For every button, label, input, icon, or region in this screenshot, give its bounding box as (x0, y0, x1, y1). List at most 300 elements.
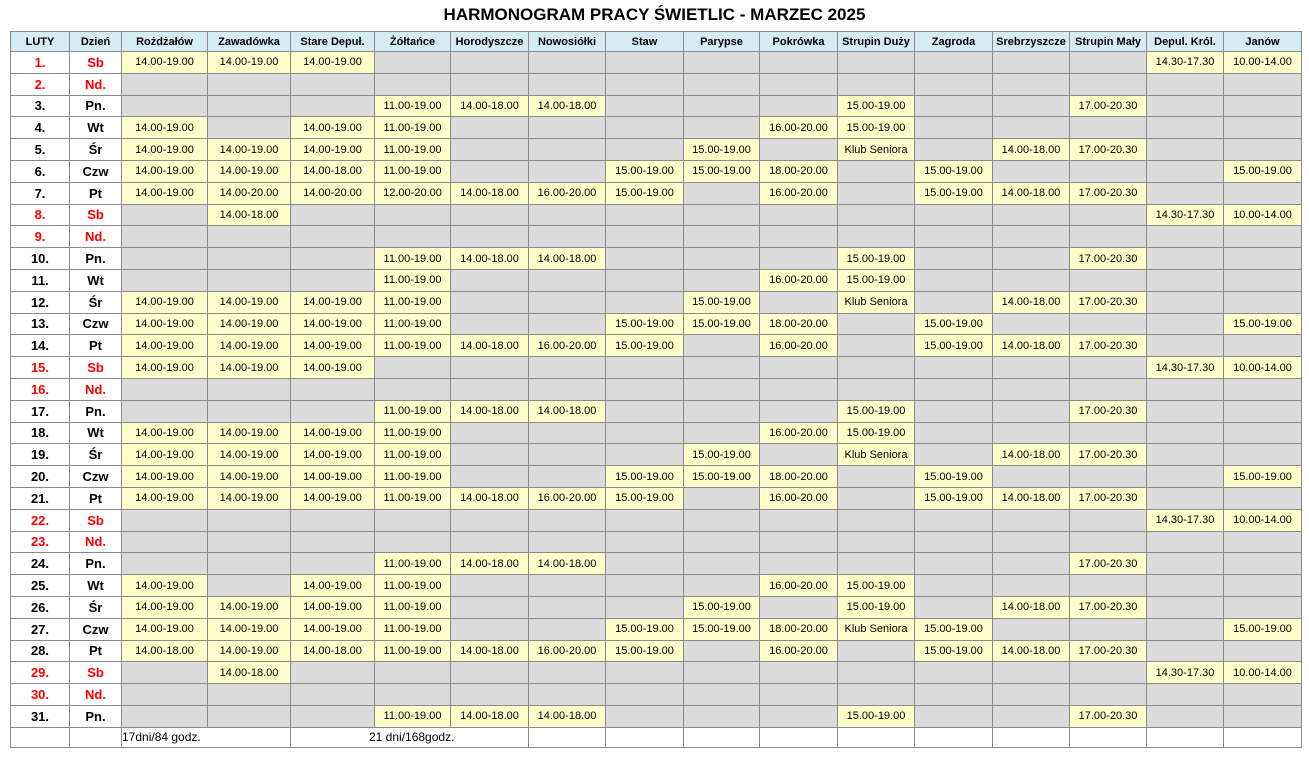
schedule-cell: 15.00-19.00 (838, 422, 915, 444)
footer-summary-1: 17dni/84 godz. (122, 727, 291, 747)
schedule-cell: 14.00-19.00 (208, 291, 291, 313)
schedule-cell (208, 400, 291, 422)
footer-empty (529, 727, 606, 747)
schedule-cell (529, 313, 606, 335)
schedule-cell: 18.00-20.00 (760, 466, 838, 488)
schedule-cell: 11.00-19.00 (375, 705, 451, 727)
schedule-cell (451, 444, 529, 466)
schedule-cell: 17.00-20.30 (1070, 596, 1147, 618)
schedule-cell (838, 684, 915, 706)
schedule-cell (915, 400, 993, 422)
schedule-cell (993, 378, 1070, 400)
date-cell: 10. (11, 248, 70, 270)
schedule-cell (1224, 444, 1302, 466)
schedule-cell: 15.00-19.00 (915, 487, 993, 509)
schedule-cell (915, 95, 993, 117)
schedule-cell (993, 705, 1070, 727)
schedule-cell: 14.00-20.00 (208, 182, 291, 204)
schedule-cell: 14.00-19.00 (122, 182, 208, 204)
date-cell: 9. (11, 226, 70, 248)
schedule-cell: 15.00-19.00 (915, 618, 993, 640)
schedule-cell: 15.00-19.00 (838, 596, 915, 618)
schedule-cell (993, 684, 1070, 706)
schedule-cell: 16.00-20.00 (760, 335, 838, 357)
schedule-cell: 14.00-18.00 (291, 160, 375, 182)
schedule-cell (838, 335, 915, 357)
day-cell: Pn. (70, 400, 122, 422)
schedule-cell (1147, 596, 1224, 618)
date-cell: 7. (11, 182, 70, 204)
schedule-cell: 11.00-19.00 (375, 422, 451, 444)
schedule-cell (208, 378, 291, 400)
schedule-cell: 15.00-19.00 (915, 335, 993, 357)
schedule-cell: 14.00-18.00 (993, 444, 1070, 466)
schedule-cell: 14.00-19.00 (291, 335, 375, 357)
schedule-cell (1147, 335, 1224, 357)
schedule-cell (993, 531, 1070, 553)
schedule-cell (606, 291, 684, 313)
date-cell: 18. (11, 422, 70, 444)
schedule-cell: 14.00-18.00 (993, 640, 1070, 662)
schedule-cell (451, 357, 529, 379)
schedule-cell: 14.00-18.00 (451, 182, 529, 204)
day-cell: Pn. (70, 705, 122, 727)
schedule-cell (529, 139, 606, 161)
schedule-cell (993, 509, 1070, 531)
schedule-cell (529, 509, 606, 531)
day-cell: Śr (70, 139, 122, 161)
schedule-cell: 14.00-18.00 (529, 95, 606, 117)
schedule-cell: 14.00-18.00 (529, 705, 606, 727)
schedule-cell (606, 73, 684, 95)
schedule-cell (993, 226, 1070, 248)
schedule-cell (1070, 531, 1147, 553)
schedule-cell (451, 422, 529, 444)
schedule-cell (1147, 378, 1224, 400)
schedule-cell (838, 662, 915, 684)
schedule-cell: 14.00-19.00 (122, 160, 208, 182)
schedule-cell (838, 204, 915, 226)
schedule-cell (993, 313, 1070, 335)
schedule-cell (606, 444, 684, 466)
schedule-cell (375, 509, 451, 531)
table-row (11, 204, 1302, 226)
schedule-cell (838, 226, 915, 248)
schedule-cell (993, 575, 1070, 597)
schedule-cell: 16.00-20.00 (760, 182, 838, 204)
schedule-cell (684, 335, 760, 357)
schedule-cell (122, 248, 208, 270)
schedule-cell (529, 444, 606, 466)
schedule-cell: 15.00-19.00 (606, 618, 684, 640)
schedule-cell (993, 117, 1070, 139)
schedule-cell (993, 204, 1070, 226)
schedule-cell (606, 95, 684, 117)
schedule-cell (684, 509, 760, 531)
table-row (11, 335, 1302, 357)
schedule-cell (375, 204, 451, 226)
schedule-cell (606, 378, 684, 400)
header-row (11, 32, 1302, 52)
schedule-cell (915, 204, 993, 226)
header-location: Zawadówka (208, 32, 291, 52)
schedule-cell (684, 422, 760, 444)
schedule-cell (1147, 160, 1224, 182)
schedule-cell (451, 509, 529, 531)
schedule-cell (122, 705, 208, 727)
schedule-cell (1147, 182, 1224, 204)
schedule-cell (1224, 640, 1302, 662)
schedule-cell (606, 662, 684, 684)
table-row (11, 662, 1302, 684)
schedule-cell (993, 662, 1070, 684)
schedule-cell: 15.00-19.00 (915, 160, 993, 182)
schedule-cell (1070, 226, 1147, 248)
date-cell: 30. (11, 684, 70, 706)
schedule-cell: 10.00-14.00 (1224, 52, 1302, 74)
schedule-cell: 11.00-19.00 (375, 95, 451, 117)
day-cell: Pn. (70, 553, 122, 575)
schedule-cell (684, 400, 760, 422)
schedule-cell: 14.00-19.00 (208, 139, 291, 161)
day-cell: Czw (70, 466, 122, 488)
schedule-cell: 10.00-14.00 (1224, 509, 1302, 531)
schedule-cell: 11.00-19.00 (375, 160, 451, 182)
schedule-cell: 11.00-19.00 (375, 553, 451, 575)
table-row (11, 95, 1302, 117)
schedule-cell (684, 117, 760, 139)
day-cell: Wt (70, 422, 122, 444)
schedule-cell: 15.00-19.00 (684, 313, 760, 335)
footer-empty (993, 727, 1070, 747)
schedule-cell (1224, 487, 1302, 509)
schedule-cell (208, 269, 291, 291)
schedule-cell (760, 357, 838, 379)
schedule-cell (122, 95, 208, 117)
schedule-cell: 14.30-17.30 (1147, 662, 1224, 684)
schedule-cell (1224, 705, 1302, 727)
schedule-cell (1147, 73, 1224, 95)
schedule-cell: 14.00-19.00 (122, 52, 208, 74)
schedule-cell (529, 684, 606, 706)
schedule-cell (122, 204, 208, 226)
schedule-cell (684, 73, 760, 95)
schedule-cell (451, 204, 529, 226)
schedule-cell (1070, 378, 1147, 400)
schedule-cell (1147, 117, 1224, 139)
date-cell: 15. (11, 357, 70, 379)
schedule-body (11, 52, 1302, 748)
schedule-cell (838, 313, 915, 335)
day-cell: Sb (70, 509, 122, 531)
table-row (11, 466, 1302, 488)
schedule-cell (291, 378, 375, 400)
schedule-cell (291, 662, 375, 684)
schedule-cell: Klub Seniora (838, 291, 915, 313)
day-cell: Śr (70, 291, 122, 313)
schedule-cell: 14.00-18.00 (529, 248, 606, 270)
schedule-cell (838, 182, 915, 204)
footer-empty (1070, 727, 1147, 747)
schedule-cell (208, 684, 291, 706)
schedule-cell: 15.00-19.00 (606, 487, 684, 509)
schedule-cell (606, 575, 684, 597)
schedule-cell (838, 73, 915, 95)
date-cell: 4. (11, 117, 70, 139)
schedule-cell (1147, 422, 1224, 444)
schedule-cell: 11.00-19.00 (375, 291, 451, 313)
schedule-cell: 10.00-14.00 (1224, 662, 1302, 684)
table-row (11, 160, 1302, 182)
schedule-cell (291, 95, 375, 117)
schedule-cell: 11.00-19.00 (375, 117, 451, 139)
schedule-cell (760, 684, 838, 706)
schedule-cell (606, 117, 684, 139)
schedule-cell: 11.00-19.00 (375, 139, 451, 161)
header-location: Rożdżałów (122, 32, 208, 52)
schedule-cell: 15.00-19.00 (684, 444, 760, 466)
schedule-cell: 14.00-19.00 (122, 596, 208, 618)
schedule-cell: 11.00-19.00 (375, 313, 451, 335)
schedule-cell (529, 575, 606, 597)
schedule-cell (1147, 618, 1224, 640)
schedule-cell (915, 248, 993, 270)
schedule-cell (760, 226, 838, 248)
schedule-cell (529, 226, 606, 248)
schedule-cell (606, 204, 684, 226)
schedule-cell (760, 509, 838, 531)
date-cell: 2. (11, 73, 70, 95)
table-row (11, 705, 1302, 727)
schedule-cell: 15.00-19.00 (606, 182, 684, 204)
schedule-cell (375, 531, 451, 553)
schedule-cell: 15.00-19.00 (915, 640, 993, 662)
schedule-cell (1224, 400, 1302, 422)
header-location: Janów (1224, 32, 1302, 52)
schedule-cell (291, 73, 375, 95)
schedule-cell (915, 662, 993, 684)
header-location: Zagroda (915, 32, 993, 52)
schedule-cell: 14.00-18.00 (993, 335, 1070, 357)
schedule-cell: 14.00-18.00 (451, 553, 529, 575)
date-cell: 28. (11, 640, 70, 662)
schedule-cell (1224, 335, 1302, 357)
schedule-cell: 14.00-19.00 (291, 52, 375, 74)
schedule-cell: 14.00-19.00 (122, 139, 208, 161)
schedule-cell: 14.00-19.00 (208, 466, 291, 488)
schedule-cell: 15.00-19.00 (1224, 160, 1302, 182)
schedule-cell (684, 95, 760, 117)
schedule-cell: 15.00-19.00 (838, 117, 915, 139)
schedule-cell: 15.00-19.00 (838, 705, 915, 727)
header-location: Nowosiółki (529, 32, 606, 52)
schedule-cell (451, 466, 529, 488)
table-row (11, 182, 1302, 204)
schedule-cell: 14.00-19.00 (208, 335, 291, 357)
day-cell: Wt (70, 117, 122, 139)
schedule-cell (760, 73, 838, 95)
day-cell: Czw (70, 618, 122, 640)
schedule-cell (1070, 117, 1147, 139)
schedule-cell (375, 73, 451, 95)
schedule-cell: 14.00-19.00 (208, 422, 291, 444)
schedule-cell (529, 160, 606, 182)
schedule-cell (1224, 378, 1302, 400)
schedule-cell (529, 204, 606, 226)
schedule-cell: 16.00-20.00 (760, 117, 838, 139)
table-row (11, 640, 1302, 662)
schedule-cell (606, 139, 684, 161)
schedule-cell (1224, 73, 1302, 95)
schedule-cell (915, 291, 993, 313)
schedule-cell (529, 73, 606, 95)
schedule-cell: 15.00-19.00 (606, 160, 684, 182)
schedule-cell (451, 291, 529, 313)
schedule-cell (1070, 313, 1147, 335)
date-cell: 1. (11, 52, 70, 74)
schedule-cell (1070, 575, 1147, 597)
table-row (11, 313, 1302, 335)
schedule-cell (208, 553, 291, 575)
schedule-cell (208, 575, 291, 597)
footer-empty (606, 727, 684, 747)
schedule-cell (1070, 204, 1147, 226)
day-cell: Nd. (70, 531, 122, 553)
schedule-cell (838, 531, 915, 553)
schedule-cell (993, 269, 1070, 291)
table-row (11, 575, 1302, 597)
schedule-cell: 14.00-19.00 (291, 357, 375, 379)
schedule-cell (291, 705, 375, 727)
page-title: HARMONOGRAM PRACY ŚWIETLIC - MARZEC 2025 (443, 5, 866, 24)
table-row (11, 444, 1302, 466)
schedule-cell (993, 73, 1070, 95)
schedule-cell (208, 248, 291, 270)
schedule-cell (291, 553, 375, 575)
date-cell: 14. (11, 335, 70, 357)
schedule-cell (838, 466, 915, 488)
table-row (11, 422, 1302, 444)
schedule-cell (760, 291, 838, 313)
schedule-cell (291, 204, 375, 226)
date-cell: 26. (11, 596, 70, 618)
schedule-cell (1147, 291, 1224, 313)
table-row (11, 269, 1302, 291)
schedule-cell (684, 531, 760, 553)
schedule-cell (1224, 95, 1302, 117)
schedule-cell (915, 73, 993, 95)
schedule-cell: 14.00-18.00 (451, 95, 529, 117)
schedule-cell (451, 160, 529, 182)
schedule-cell (606, 422, 684, 444)
schedule-cell: 15.00-19.00 (684, 618, 760, 640)
schedule-cell (915, 139, 993, 161)
day-cell: Pn. (70, 95, 122, 117)
schedule-cell (1147, 95, 1224, 117)
day-cell: Nd. (70, 73, 122, 95)
date-cell: 6. (11, 160, 70, 182)
schedule-cell (1147, 444, 1224, 466)
schedule-cell (1147, 400, 1224, 422)
schedule-cell (1147, 248, 1224, 270)
schedule-cell: 14.00-19.00 (291, 139, 375, 161)
schedule-cell: 12.00-20.00 (375, 182, 451, 204)
schedule-cell (1070, 662, 1147, 684)
schedule-cell: 14.00-19.00 (122, 357, 208, 379)
schedule-cell (1147, 466, 1224, 488)
schedule-cell: 16.00-20.00 (760, 487, 838, 509)
schedule-cell (760, 52, 838, 74)
day-cell: Pt (70, 182, 122, 204)
schedule-cell (451, 684, 529, 706)
schedule-cell: 14.00-19.00 (208, 357, 291, 379)
header-location: Żółtańce (375, 32, 451, 52)
schedule-cell: 16.00-20.00 (529, 182, 606, 204)
schedule-cell: 17.00-20.30 (1070, 400, 1147, 422)
day-cell: Wt (70, 269, 122, 291)
footer-summary-2: 21 dni/168godz. (291, 727, 529, 747)
date-cell: 31. (11, 705, 70, 727)
schedule-cell (838, 160, 915, 182)
schedule-cell (375, 357, 451, 379)
schedule-cell: 14.00-19.00 (122, 335, 208, 357)
schedule-cell (760, 662, 838, 684)
schedule-cell (1070, 618, 1147, 640)
schedule-cell: 16.00-20.00 (760, 575, 838, 597)
schedule-cell (122, 684, 208, 706)
schedule-cell: 14.00-19.00 (208, 596, 291, 618)
schedule-cell: 15.00-19.00 (606, 313, 684, 335)
schedule-cell: 14.00-19.00 (122, 444, 208, 466)
table-row (11, 248, 1302, 270)
schedule-cell (1224, 139, 1302, 161)
schedule-cell (451, 531, 529, 553)
schedule-cell: 15.00-19.00 (684, 139, 760, 161)
schedule-cell (122, 531, 208, 553)
schedule-cell: 14.00-19.00 (208, 160, 291, 182)
day-cell: Czw (70, 160, 122, 182)
date-cell: 21. (11, 487, 70, 509)
schedule-cell (606, 705, 684, 727)
schedule-cell (451, 269, 529, 291)
schedule-cell: 14.00-18.00 (451, 487, 529, 509)
schedule-cell (915, 684, 993, 706)
schedule-cell (1224, 248, 1302, 270)
schedule-cell: 15.00-19.00 (838, 95, 915, 117)
schedule-cell: 14.00-18.00 (993, 487, 1070, 509)
header-location: Horodyszcze (451, 32, 529, 52)
schedule-cell (684, 204, 760, 226)
table-row (11, 509, 1302, 531)
schedule-cell: 14.00-18.00 (993, 182, 1070, 204)
schedule-cell (1070, 73, 1147, 95)
schedule-cell (451, 139, 529, 161)
schedule-cell (291, 226, 375, 248)
schedule-cell: 14.00-19.00 (291, 575, 375, 597)
day-cell: Śr (70, 596, 122, 618)
schedule-cell: 14.00-19.00 (291, 466, 375, 488)
schedule-cell: 15.00-19.00 (606, 466, 684, 488)
schedule-cell (1147, 684, 1224, 706)
schedule-cell: 14.00-18.00 (451, 248, 529, 270)
schedule-cell: 14.00-18.00 (993, 291, 1070, 313)
schedule-cell: 11.00-19.00 (375, 400, 451, 422)
date-cell: 23. (11, 531, 70, 553)
schedule-cell: 14.00-19.00 (122, 117, 208, 139)
table-row (11, 73, 1302, 95)
schedule-cell (122, 553, 208, 575)
schedule-cell (684, 640, 760, 662)
